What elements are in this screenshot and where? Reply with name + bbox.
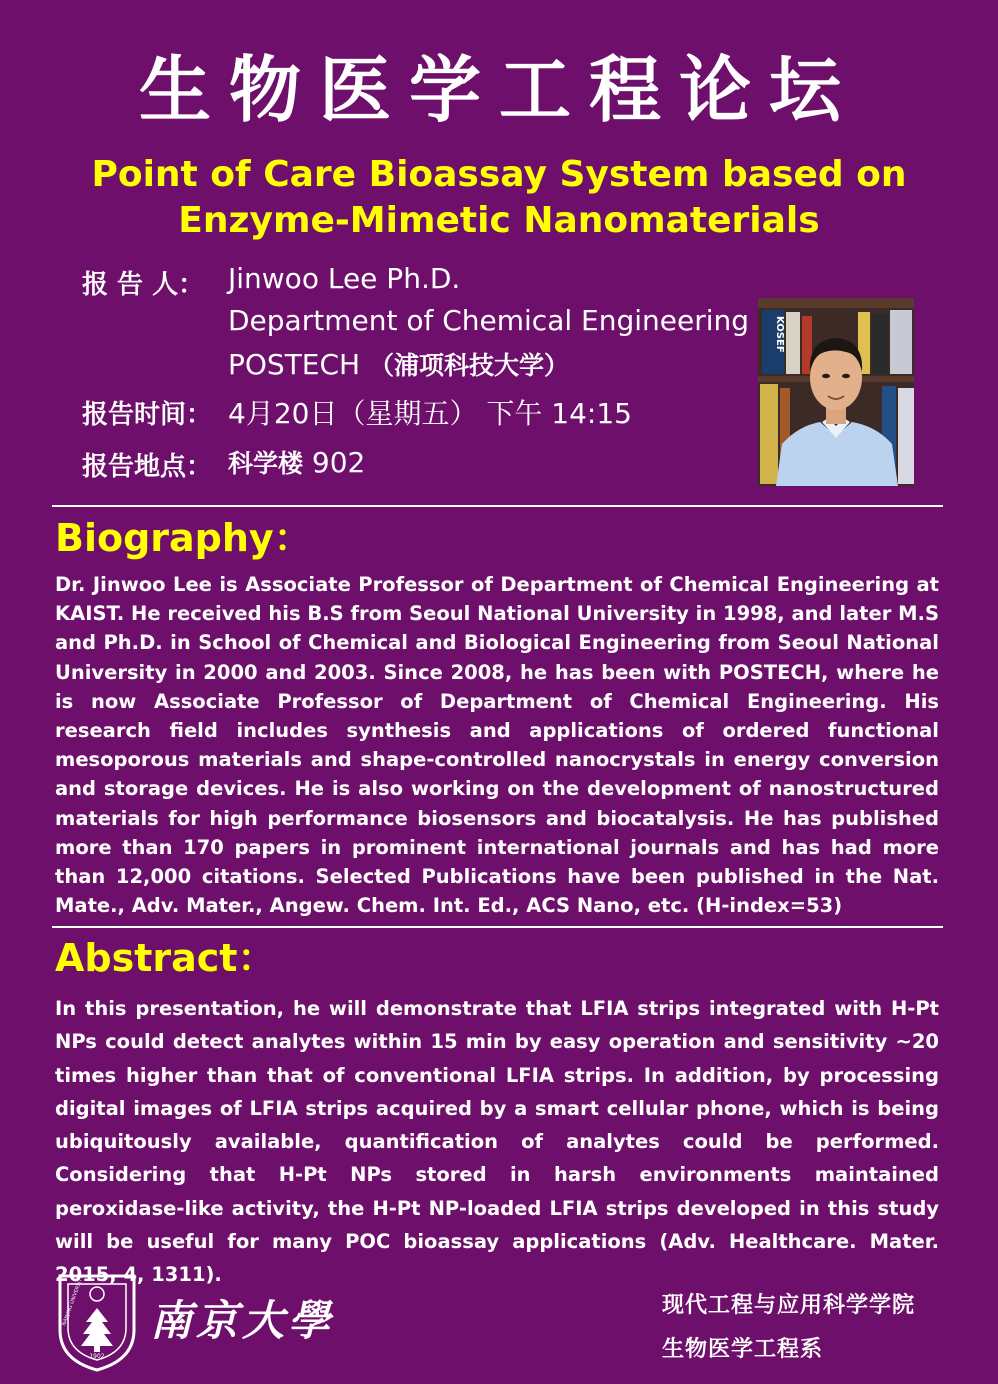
- place-building: 科学楼: [228, 449, 304, 478]
- talk-title-line-2: Enzyme-Mimetic Nanomaterials: [178, 200, 820, 241]
- talk-title-line-1: Point of Care Bioassay System based on: [91, 154, 907, 195]
- place-room: 902: [311, 446, 366, 479]
- book-spine-text: KOSEF: [774, 316, 785, 353]
- speaker-institution: [228, 346, 569, 382]
- institution-name: POSTECH: [228, 348, 361, 381]
- divider-top: [52, 505, 943, 507]
- university-logo: [56, 1272, 138, 1372]
- forum-title: 生物医学工程论坛: [138, 47, 859, 132]
- institution-name-cn: （浦项科技大学）: [369, 351, 570, 380]
- speaker-photo: [758, 298, 914, 486]
- biography-text: Dr. Jinwoo Lee is Associate Professor of Department of Chemical Engineering at KAIST. He received his B.S from Seoul National University in 1998, and later M.S and Ph.D. in School of Chemical and Biological Engineering from Seoul National University in 2000 and 2003. Since 2008, he has been with POSTECH, where he is now Associate Professor of Department of Chemical Engineering. His research field includes synthesis and applications of ordered functional mesoporous materials and shape-controlled nanocrystals in energy conversion and storage devices. He is also working on the development of nanostructured materials for high performance biosensors and biocatalysis. He has published more than 170 papers in prominent international journals and has had more than 12,000 citations. Selected Publications have been published in the Nat. Mate., Adv. Mater., Angew. Chem. Int. Ed., ACS Nano, etc. (H-index=53): [55, 573, 939, 918]
- department-name: 生物医学工程系: [662, 1336, 824, 1362]
- speaker-department: Department of Chemical Engineering: [228, 304, 750, 337]
- time-label: 报告时间：: [82, 400, 213, 430]
- logo-year: 1902: [89, 1353, 105, 1360]
- school-name: 现代工程与应用科学学院: [662, 1292, 916, 1318]
- university-name: 南京大學: [150, 1296, 335, 1345]
- logo-text: NANJING UNIVERSITY: [61, 1275, 85, 1327]
- time-clock: 下午 14:15: [486, 397, 632, 430]
- place-value: [228, 444, 365, 480]
- abstract-text: In this presentation, he will demonstrate that LFIA strips integrated with H-Pt NPs could detect analytes within 15 min by easy operation and sensitivity ~20 times higher than that of conventional LFIA strips. In addition, by processing digital images of LFIA strips acquired by a smart cellular phone, which is being ubiquitously available, quantification of analytes could be performed. Considering that H-Pt NPs stored in harsh environments maintained peroxidase-like activity, the H-Pt NP-loaded LFIA strips developed in this study will be useful for many POC bioassay applications (Adv. Healthcare. Mater. 2015, 4, 1311).: [55, 997, 939, 1287]
- abstract-heading: Abstract：: [55, 936, 276, 980]
- talk-title: [60, 152, 938, 244]
- time-value: [228, 392, 632, 432]
- divider-middle: [52, 926, 943, 928]
- speaker-label: 报 告 人：: [82, 270, 205, 300]
- speaker-name: Jinwoo Lee Ph.D.: [228, 262, 461, 295]
- biography-heading: Biography：: [55, 516, 312, 560]
- time-date: 4月20日（星期五）: [228, 397, 478, 430]
- place-label: 报告地点：: [82, 452, 213, 482]
